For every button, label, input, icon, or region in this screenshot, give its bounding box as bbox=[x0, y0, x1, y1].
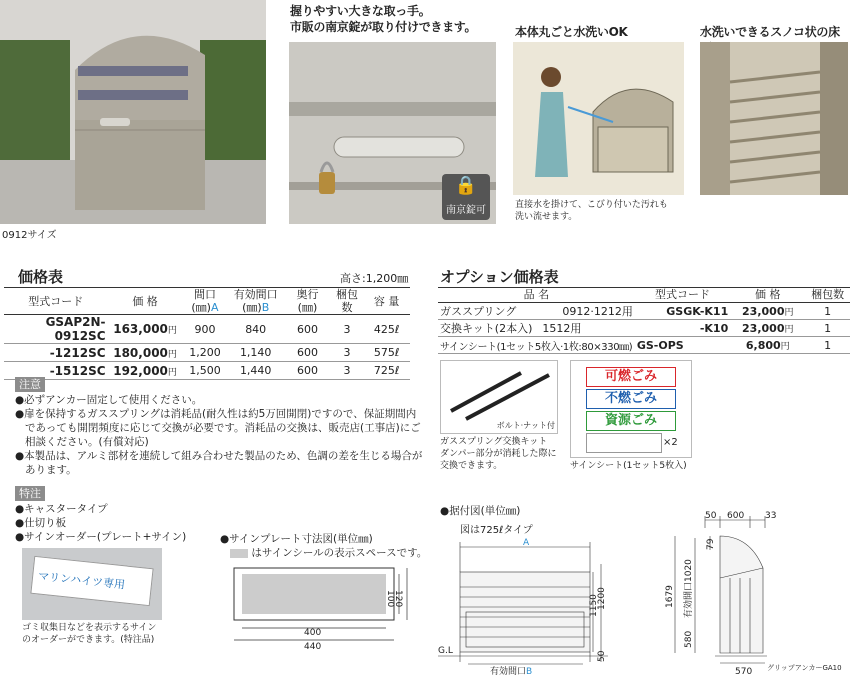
lock-icon: 🔒 bbox=[454, 175, 478, 196]
table-row: -1512SC 192,000円 1,500 1,440 600 3 725ℓ bbox=[4, 362, 410, 380]
sign-recyclable: 資源ごみ bbox=[586, 411, 676, 431]
wash-photo-art bbox=[513, 42, 684, 195]
col-price: 価 格 bbox=[730, 288, 805, 303]
drawing-title: ●据付図(単位㎜) bbox=[440, 505, 521, 517]
dim-33: 33 bbox=[765, 511, 777, 521]
height-note: 高さ:1,200㎜ bbox=[340, 272, 409, 285]
note-item: ●必ずアンカー固定して使用ください。 bbox=[15, 394, 203, 406]
plate-dim-440: 440 bbox=[304, 642, 322, 652]
col-price: 価 格 bbox=[108, 288, 183, 315]
product-photo-art bbox=[0, 0, 266, 224]
ground-line-label: G.L bbox=[438, 646, 453, 656]
anchor-label: グリップアンカーGA10 bbox=[767, 664, 842, 672]
spring-caption: ガススプリング交換キット ダンパー部分が消耗した際に交換できます。 bbox=[440, 437, 557, 471]
front-view-diagram bbox=[438, 532, 608, 682]
special-list bbox=[15, 502, 215, 544]
wash-caption: 本体丸ごと水洗いOK bbox=[515, 25, 628, 39]
plate-note: はサインシールの表示スペースです。 bbox=[230, 545, 427, 560]
dim-600: 600 bbox=[727, 511, 745, 521]
col-capacity: 容 量 bbox=[363, 288, 410, 315]
price-table bbox=[4, 287, 410, 380]
sign-sample-text: マリンハイツ専用 bbox=[37, 569, 126, 592]
dim-1150: 1150 bbox=[589, 594, 599, 617]
notes-label: 注意 bbox=[15, 377, 45, 392]
dim-50-side: 50 bbox=[705, 511, 717, 521]
sign-blank bbox=[586, 433, 662, 453]
option-table-title: オプション価格表 bbox=[440, 268, 559, 286]
col-name: 品 名 bbox=[438, 288, 635, 303]
col-effective-width: 有効間口 (㎜)B bbox=[227, 288, 284, 315]
wash-subcaption: 直接水を掛けて、こびり付いた汚れも 洗い流せます。 bbox=[515, 200, 668, 222]
handle-caption: 握りやすい大きな取っ手。 市販の南京錠が取り付けできます。 bbox=[290, 4, 477, 34]
sign-caption: ゴミ収集日などを表示するサインのオーダーができます。(特注品) bbox=[22, 623, 157, 645]
size-caption: 0912サイズ bbox=[2, 230, 57, 241]
dim-79: 79 bbox=[706, 538, 716, 550]
col-width: 間口 (㎜)A bbox=[183, 288, 228, 315]
floor-photo-art bbox=[700, 42, 848, 195]
col-code: 型式コード bbox=[635, 288, 730, 303]
dim-50: 50 bbox=[597, 650, 607, 662]
table-row: サインシート(1セット5枚入·1枚:80×330㎜) GS-OPS 6,800円 1 bbox=[438, 337, 850, 354]
spring-label: ボルト·ナット付 bbox=[496, 421, 555, 430]
dim-1200: 1200 bbox=[597, 587, 607, 610]
plate-dim-100: 100 bbox=[385, 590, 395, 608]
special-item: ●キャスタータイプ bbox=[15, 503, 108, 515]
drawing-subtitle: 図は725ℓタイプ bbox=[460, 525, 533, 536]
sign-nonburnable: 不燃ごみ bbox=[586, 389, 676, 409]
table-row: GSAP2N-0912SC 163,000円 900 840 600 3 425ℓ bbox=[4, 315, 410, 344]
plate-diagram bbox=[224, 560, 414, 652]
table-row: -1212SC 180,000円 1,200 1,140 600 3 575ℓ bbox=[4, 344, 410, 362]
dim-580: 580 bbox=[684, 630, 694, 648]
sign-sample-photo bbox=[22, 548, 162, 620]
dim-effective-1020: 有効開口1020 bbox=[684, 559, 694, 618]
side-view-diagram bbox=[655, 508, 850, 683]
sign-burnable: 可燃ごみ bbox=[586, 367, 676, 387]
col-pack: 梱包数 bbox=[805, 288, 850, 303]
col-depth: 奥行 (㎜) bbox=[284, 288, 331, 315]
plate-space-swatch bbox=[230, 549, 248, 558]
col-pack: 梱包 数 bbox=[331, 288, 363, 315]
sign-sheet-box bbox=[570, 360, 692, 458]
effective-width-label: 有効間口B bbox=[490, 667, 533, 677]
option-table bbox=[438, 287, 850, 354]
price-table-title: 価格表 bbox=[18, 268, 64, 286]
special-item: ●サインオーダー(プレート+サイン) bbox=[15, 531, 187, 543]
note-item: ●扉を保持するガススプリングは消耗品(耐久性は約5万回開閉)ですので、保証期間内であっても開閉頻度に応じて交換が必要です。消耗品の交換は、販売店(工事店)にご相談ください。(有償対応) bbox=[15, 408, 421, 448]
dim-570: 570 bbox=[735, 667, 753, 677]
plate-dim-120: 120 bbox=[393, 590, 403, 608]
special-item: ●仕切り板 bbox=[15, 517, 67, 529]
col-code: 型式コード bbox=[4, 288, 108, 315]
lock-badge: 🔒 南京錠可 bbox=[442, 174, 490, 220]
dim-a: A bbox=[523, 538, 530, 548]
floor-photo bbox=[700, 42, 848, 195]
floor-caption: 水洗いできるスノコ状の床 bbox=[700, 25, 840, 39]
handle-photo bbox=[289, 42, 496, 224]
sign-mult: ×2 bbox=[663, 437, 678, 448]
dim-1679: 1679 bbox=[665, 585, 675, 608]
sign-sheet-caption: サインシート(1セット5枚入) bbox=[570, 461, 687, 471]
product-photo bbox=[0, 0, 266, 224]
special-label: 特注 bbox=[15, 486, 45, 501]
spring-photo bbox=[440, 360, 558, 434]
plate-title: ●サインプレート寸法図(単位㎜) bbox=[220, 533, 373, 545]
notes-list bbox=[15, 393, 425, 477]
table-row: ガススプリング 0912·1212用 GSGK-K11 23,000円 1 bbox=[438, 303, 850, 320]
wash-photo bbox=[513, 42, 684, 195]
table-row: 交換キット(2本入) 1512用 -K10 23,000円 1 bbox=[438, 320, 850, 337]
note-item: ●本製品は、アルミ部材を連続して組み合わせた製品のため、色調の差を生じる場合があります。 bbox=[15, 450, 423, 476]
plate-dim-400: 400 bbox=[304, 628, 322, 638]
